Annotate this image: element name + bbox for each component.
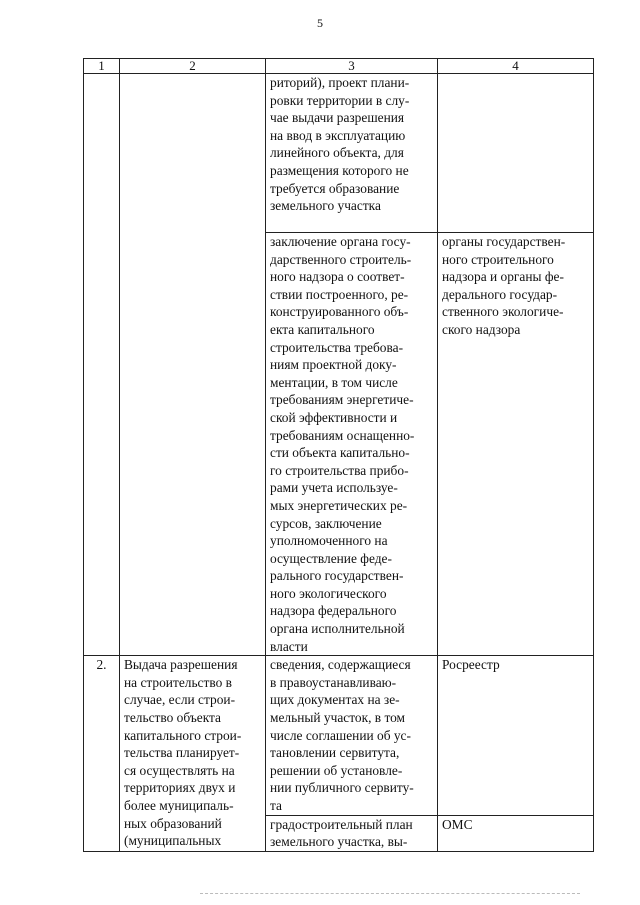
header-row [84, 59, 594, 74]
column-header-3: 3 [266, 59, 438, 74]
document-cell: сведения, содержащиеся в правоустанавливаю- щих документах на зе- мельный участок, в том числе соглашении об ус- тановлении сервитута, решении об установле- нии публичного сервиту- та [266, 656, 438, 815]
service-cell: Выдача разрешения на строительство в случае, если строи- тельство объекта капитального строи- тельства планирует- ся осуществлять на территориях двух и более муниципаль- ных образований (муниципальных [120, 656, 266, 852]
scan-artifact [200, 893, 580, 897]
authority-cell: ОМС [438, 815, 594, 851]
table-row [84, 74, 594, 233]
page-number: 5 [317, 16, 323, 30]
authority-cell [438, 74, 594, 233]
column-header-1: 1 [84, 59, 120, 74]
document-cell: заключение органа госу- дарственного строитель- ного надзора о соответ- ствии построенного, ре- конструированного объ- екта капитального строительства требова- ниям проектной доку- ментации, в том числе требованиям энергетиче- ской эффективности и требованиям оснащенно- сти объекта капитально- го строительства прибо- рами учета используе- мых энергетических ре- сурсов, заключение уполномоченного на осуществление феде- рального государствен- ного экологического надзора федерального органа исполнительной власти [266, 233, 438, 656]
authority-cell: Росреестр [438, 656, 594, 815]
document-cell: градостроительный план земельного участка, вы- [266, 815, 438, 851]
table-row [84, 656, 594, 815]
column-header-2: 2 [120, 59, 266, 74]
authority-cell: органы государствен- ного строительного надзора и органы фе- дерального государ- ственного экологиче- ского надзора [438, 233, 594, 656]
row-number-cell [84, 74, 120, 656]
document-cell: риторий), проект плани- ровки территории в слу- чае выдачи разрешения на ввод в эксплуатацию линейного объекта, для размещения которого не требуется образование земельного участка [266, 74, 438, 233]
row-number-cell: 2. [84, 656, 120, 852]
requirements-table [83, 58, 594, 852]
service-cell [120, 74, 266, 656]
column-header-4: 4 [438, 59, 594, 74]
